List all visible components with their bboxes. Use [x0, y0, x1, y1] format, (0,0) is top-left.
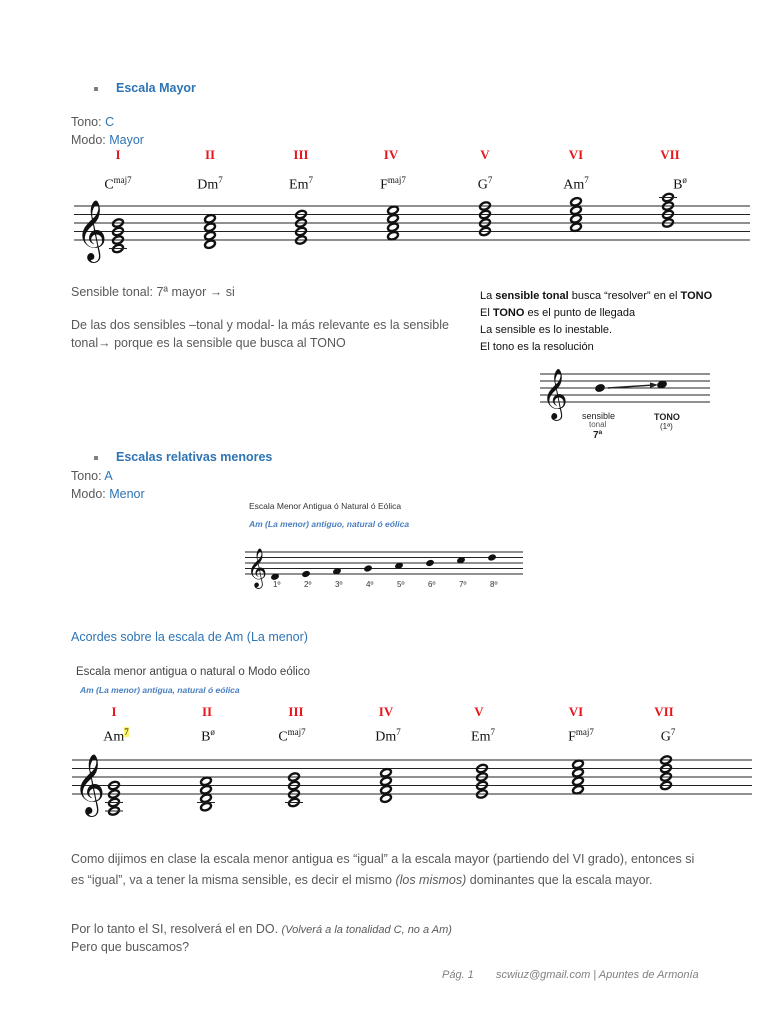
modo-label: Modo:	[71, 133, 110, 147]
degree-label: III	[293, 147, 309, 162]
paragraph-line1: Como dijimos en clase la escala menor antigua es “igual” a la escala mayor (partiendo del VI grado), entonces si	[71, 852, 695, 866]
chord-symbol: $B^ø$	[201, 727, 215, 745]
tono-staff-label: TONO	[654, 412, 680, 422]
chord-symbol: $F^{maj7}$	[568, 727, 594, 745]
minor-chords-figure-subtitle: Am (La menor) antigua, natural ó eólica	[80, 685, 240, 695]
chord-symbol: Dm$^7$	[197, 175, 223, 193]
note-head	[302, 571, 310, 578]
treble-clef-icon: 𝄞	[74, 753, 106, 815]
bullet-icon	[94, 87, 98, 91]
seventh-label: 7ª	[593, 430, 603, 441]
note-head	[426, 560, 434, 567]
note-head	[570, 205, 582, 215]
paragraph-line3: Por lo tanto el SI, resolverá el en DO. (Volverá a la tonalidad C, no a Am)	[71, 922, 452, 936]
degree-label: V	[480, 147, 490, 162]
note-head	[572, 768, 584, 778]
degree-label: I	[111, 704, 117, 719]
section-heading-acordes-am: Acordes sobre la escala de Am (La menor)	[71, 630, 308, 644]
note-head	[380, 768, 392, 778]
degree-label: II	[204, 147, 216, 162]
note-head	[200, 802, 212, 812]
tono-label: Tono:	[71, 115, 106, 129]
degree-label: IV	[378, 704, 394, 719]
chord-symbol: Am$^7$	[103, 727, 129, 745]
degree-label: VI	[568, 147, 584, 162]
sensible-paragraph-line1: De las dos sensibles –tonal y modal- la más relevante es la sensible	[71, 318, 449, 332]
chord-symbol: Em$^7$	[471, 727, 495, 745]
chord-symbol: Dm$^7$	[375, 727, 401, 745]
chord-symbol: $B^ø$	[673, 175, 687, 193]
note-head	[204, 214, 216, 224]
tonal-label: tonal	[589, 420, 607, 429]
note-head	[200, 776, 212, 786]
scale-degree-label: 7º	[459, 580, 467, 589]
note-head	[204, 222, 216, 232]
chord-symbol: $G^7$	[477, 175, 493, 193]
degree-label: III	[288, 704, 304, 719]
page-number: Pág. 1	[442, 969, 474, 981]
tono-line	[71, 113, 114, 131]
arrow-head-icon	[650, 382, 658, 388]
chord-symbol: $C^{maj7}$	[104, 175, 132, 193]
scale-degree-label: 3º	[335, 580, 343, 589]
note-head	[387, 214, 399, 224]
music-staff-minor-chords	[68, 746, 752, 815]
note-head	[570, 197, 582, 207]
bullet-icon	[94, 456, 98, 460]
scale-degree-label: 8º	[490, 580, 498, 589]
first-label: (1ª)	[660, 422, 673, 431]
note-head	[380, 793, 392, 803]
tono-line-minor: Tono: A	[71, 469, 113, 483]
scale-degree-label: 5º	[397, 580, 405, 589]
note-head	[204, 231, 216, 241]
note-head	[570, 222, 582, 232]
note-head	[572, 759, 584, 769]
paragraph-line4: Pero que buscamos?	[71, 940, 190, 954]
side-note-line3: La sensible es lo inestable.	[480, 324, 613, 336]
degree-label: I	[115, 147, 121, 162]
degree-label: V	[474, 704, 484, 719]
degree-label: VII	[654, 704, 674, 719]
music-staff-major-chords	[70, 190, 750, 261]
note-head	[572, 776, 584, 786]
paragraph-line2: es “igual”, va a tener la misma sensible, es decir el mismo (los mismos) dominantes que la escala mayor.	[71, 873, 653, 887]
note-head	[200, 793, 212, 803]
sensible-tonal-line: Sensible tonal: 7ª mayor → si	[71, 285, 235, 299]
note-head	[200, 785, 212, 795]
note-head	[570, 214, 582, 224]
note-head	[572, 785, 584, 795]
note-head	[488, 554, 496, 561]
treble-clef-icon: 𝄞	[76, 199, 108, 261]
chord-symbol: $F^{maj7}$	[380, 175, 406, 193]
sensible-label: sensible	[582, 411, 616, 421]
scale-degree-label: 1º	[273, 580, 281, 589]
note-head	[380, 785, 392, 795]
treble-clef-icon: 𝄞	[542, 369, 568, 420]
chord-symbol: Am$^7$	[563, 175, 589, 193]
note-head	[380, 776, 392, 786]
side-note-line2: El TONO es el punto de llegada	[480, 307, 636, 319]
footer	[442, 969, 699, 981]
chord-symbol: $C^{maj7}$	[278, 727, 306, 745]
scale-degree-label: 4º	[366, 580, 374, 589]
degree-label: VI	[568, 704, 584, 719]
footer-email: scwiuz@gmail.com | Apuntes de Armonía	[495, 969, 699, 981]
note-head	[387, 205, 399, 215]
note-head	[595, 383, 606, 392]
degree-label: VII	[660, 147, 680, 162]
minor-chords-figure-title: Escala menor antigua o natural o Modo eólico	[76, 666, 310, 678]
note-head	[387, 222, 399, 232]
modo-value: Mayor	[109, 133, 144, 147]
sensible-paragraph-line2: tonal→ porque es la sensible que busca al TONO	[71, 336, 346, 350]
degree-label: II	[201, 704, 213, 719]
section-heading-escala-mayor: Escala Mayor	[116, 81, 196, 95]
side-note-line1: La sensible tonal busca “resolver” en el TONO	[480, 290, 713, 302]
section-heading-relativas-menores: Escalas relativas menores	[116, 450, 273, 464]
minor-scale-figure-subtitle: Am (La menor) antiguo, natural ó eólica	[249, 519, 410, 529]
chord-symbol: $G^7$	[660, 727, 676, 745]
chord-symbol: Em$^7$	[289, 175, 313, 193]
treble-clef-icon: 𝄞	[247, 547, 268, 588]
note-head	[204, 239, 216, 249]
modo-line-minor: Modo: Menor	[71, 487, 145, 501]
scale-degree-label: 2º	[304, 580, 312, 589]
side-note-line4: El tono es la resolución	[480, 341, 594, 353]
note-head	[387, 231, 399, 241]
minor-scale-figure-title: Escala Menor Antigua ó Natural ó Eólica	[249, 501, 402, 511]
degree-label: IV	[383, 147, 399, 162]
side-note	[480, 288, 712, 356]
scale-degree-label: 6º	[428, 580, 436, 589]
note-head	[364, 565, 372, 572]
tono-value: C	[105, 115, 115, 129]
